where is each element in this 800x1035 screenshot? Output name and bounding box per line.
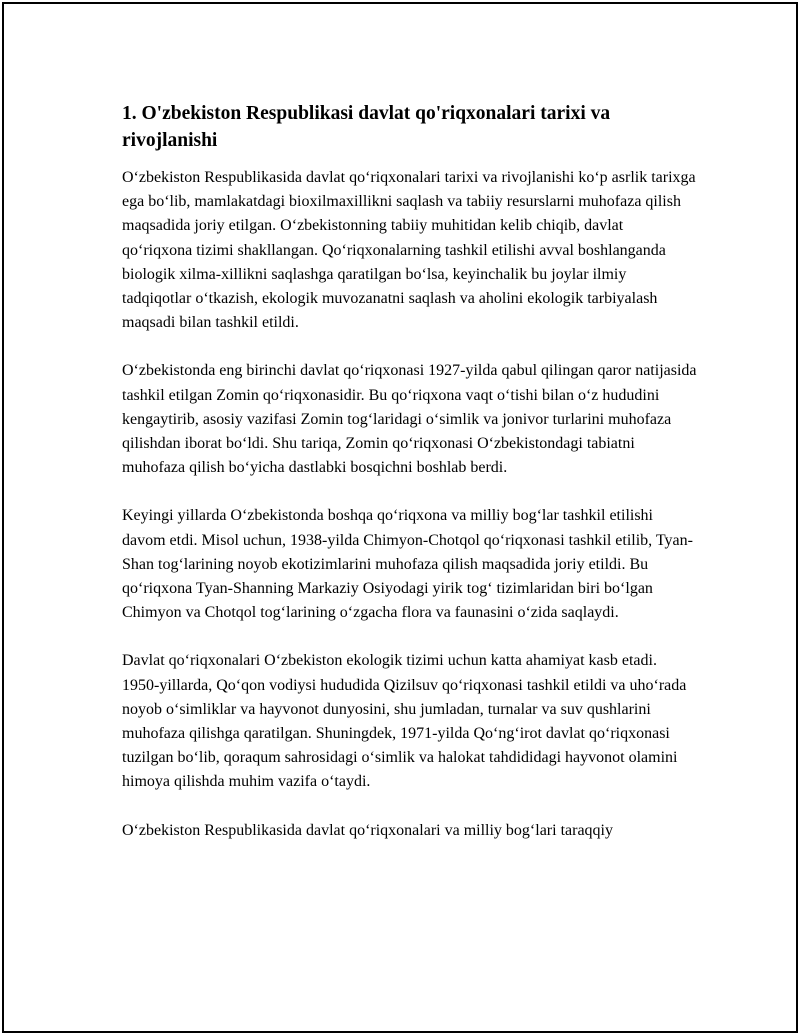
page-frame (2, 2, 798, 1033)
paragraph-qizilsuv: Davlat qo‘riqxonalari O‘zbekiston ekologik tizimi uchun katta ahamiyat kasb etadi. 1950-yillarda, Qo‘qon vodiysi hududida Qizilsuv qo‘riqxonasi tashkil etildi va uho‘rada noyob o‘simliklar va hayvonot dunyosini, shu jumladan, turnalar va suv qushlarini muhofaza qilishga qaratilgan. Shuningdek, 1971-yilda Qo‘ng‘irot davlat qo‘riqxonasi tuzilgan bo‘lib, qoraqum sahrosidagi o‘simlik va halokat tahdididagi hayvonot olamini himoya qilishda muhim vazifa o‘taydi. (122, 652, 687, 791)
paragraph-zomin: O‘zbekistonda eng birinchi davlat qo‘riqxonasi 1927-yilda qabul qilingan qaror natijasida tashkil etilgan Zomin qo‘riqxonasidir. Bu qo‘riqxona vaqt o‘tishi bilan o‘z hududini kengaytirib, asosiy vazifasi Zomin tog‘laridagi o‘simlik va jonivor turlarini muhofaza qilishdan iborat bo‘ldi. Shu tariqa, Zomin qo‘riqxonasi O‘zbekistondagi tabiatni muhofaza qilish bo‘yicha dastlabki bosqichni boshlab berdi. (122, 362, 697, 477)
paragraph-chimyon-chotqol: Keyingi yillarda O‘zbekistonda boshqa qo‘riqxona va milliy bog‘lar tashkil etilishi davom etdi. Misol uchun, 1938-yilda Chimyon-Chotqol qo‘riqxonasi tashkil etilib, Tyan-Shan tog‘larining noyob ekotizimlarini muhofaza qilish maqsadida joriy etildi. Bu qo‘riqxona Tyan-Shanning Markaziy Osiyodagi yirik tog‘ tizimlaridan biri bo‘lgan Chimyon va Chotqol tog‘larining o‘zgacha flora va faunasini o‘zida saqlaydi. (122, 507, 693, 622)
paragraph-continuation: O‘zbekiston Respublikasida davlat qo‘riqxonalari va milliy bog‘lari taraqqiy (122, 821, 613, 839)
section-heading: 1. O'zbekiston Respublikasi davlat qo'riqxonalari tarixi va rivojlanishi (122, 103, 611, 151)
document-body (122, 100, 697, 867)
paragraph-intro: O‘zbekiston Respublikasida davlat qo‘riqxonalari tarixi va rivojlanishi ko‘p asrlik tarixga ega bo‘lib, mamlakatdagi bioxilmaxillikni saqlash va tabiiy resurslarni muhofaza qilish maqsadida joriy etilgan. O‘zbekistonning tabiiy muhitidan kelib chiqib, davlat qo‘riqxona tizimi shakllangan. Qo‘riqxonalarning tashkil etilishi avval boshlanganda biologik xilma-xillikni saqlashga qaratilgan bo‘lsa, keyinchalik bu joylar ilmiy tadqiqotlar o‘tkazish, ekologik muvozanatni saqlash va aholini ekologik tarbiyalash maqsadi bilan tashkil etildi. (122, 169, 696, 332)
